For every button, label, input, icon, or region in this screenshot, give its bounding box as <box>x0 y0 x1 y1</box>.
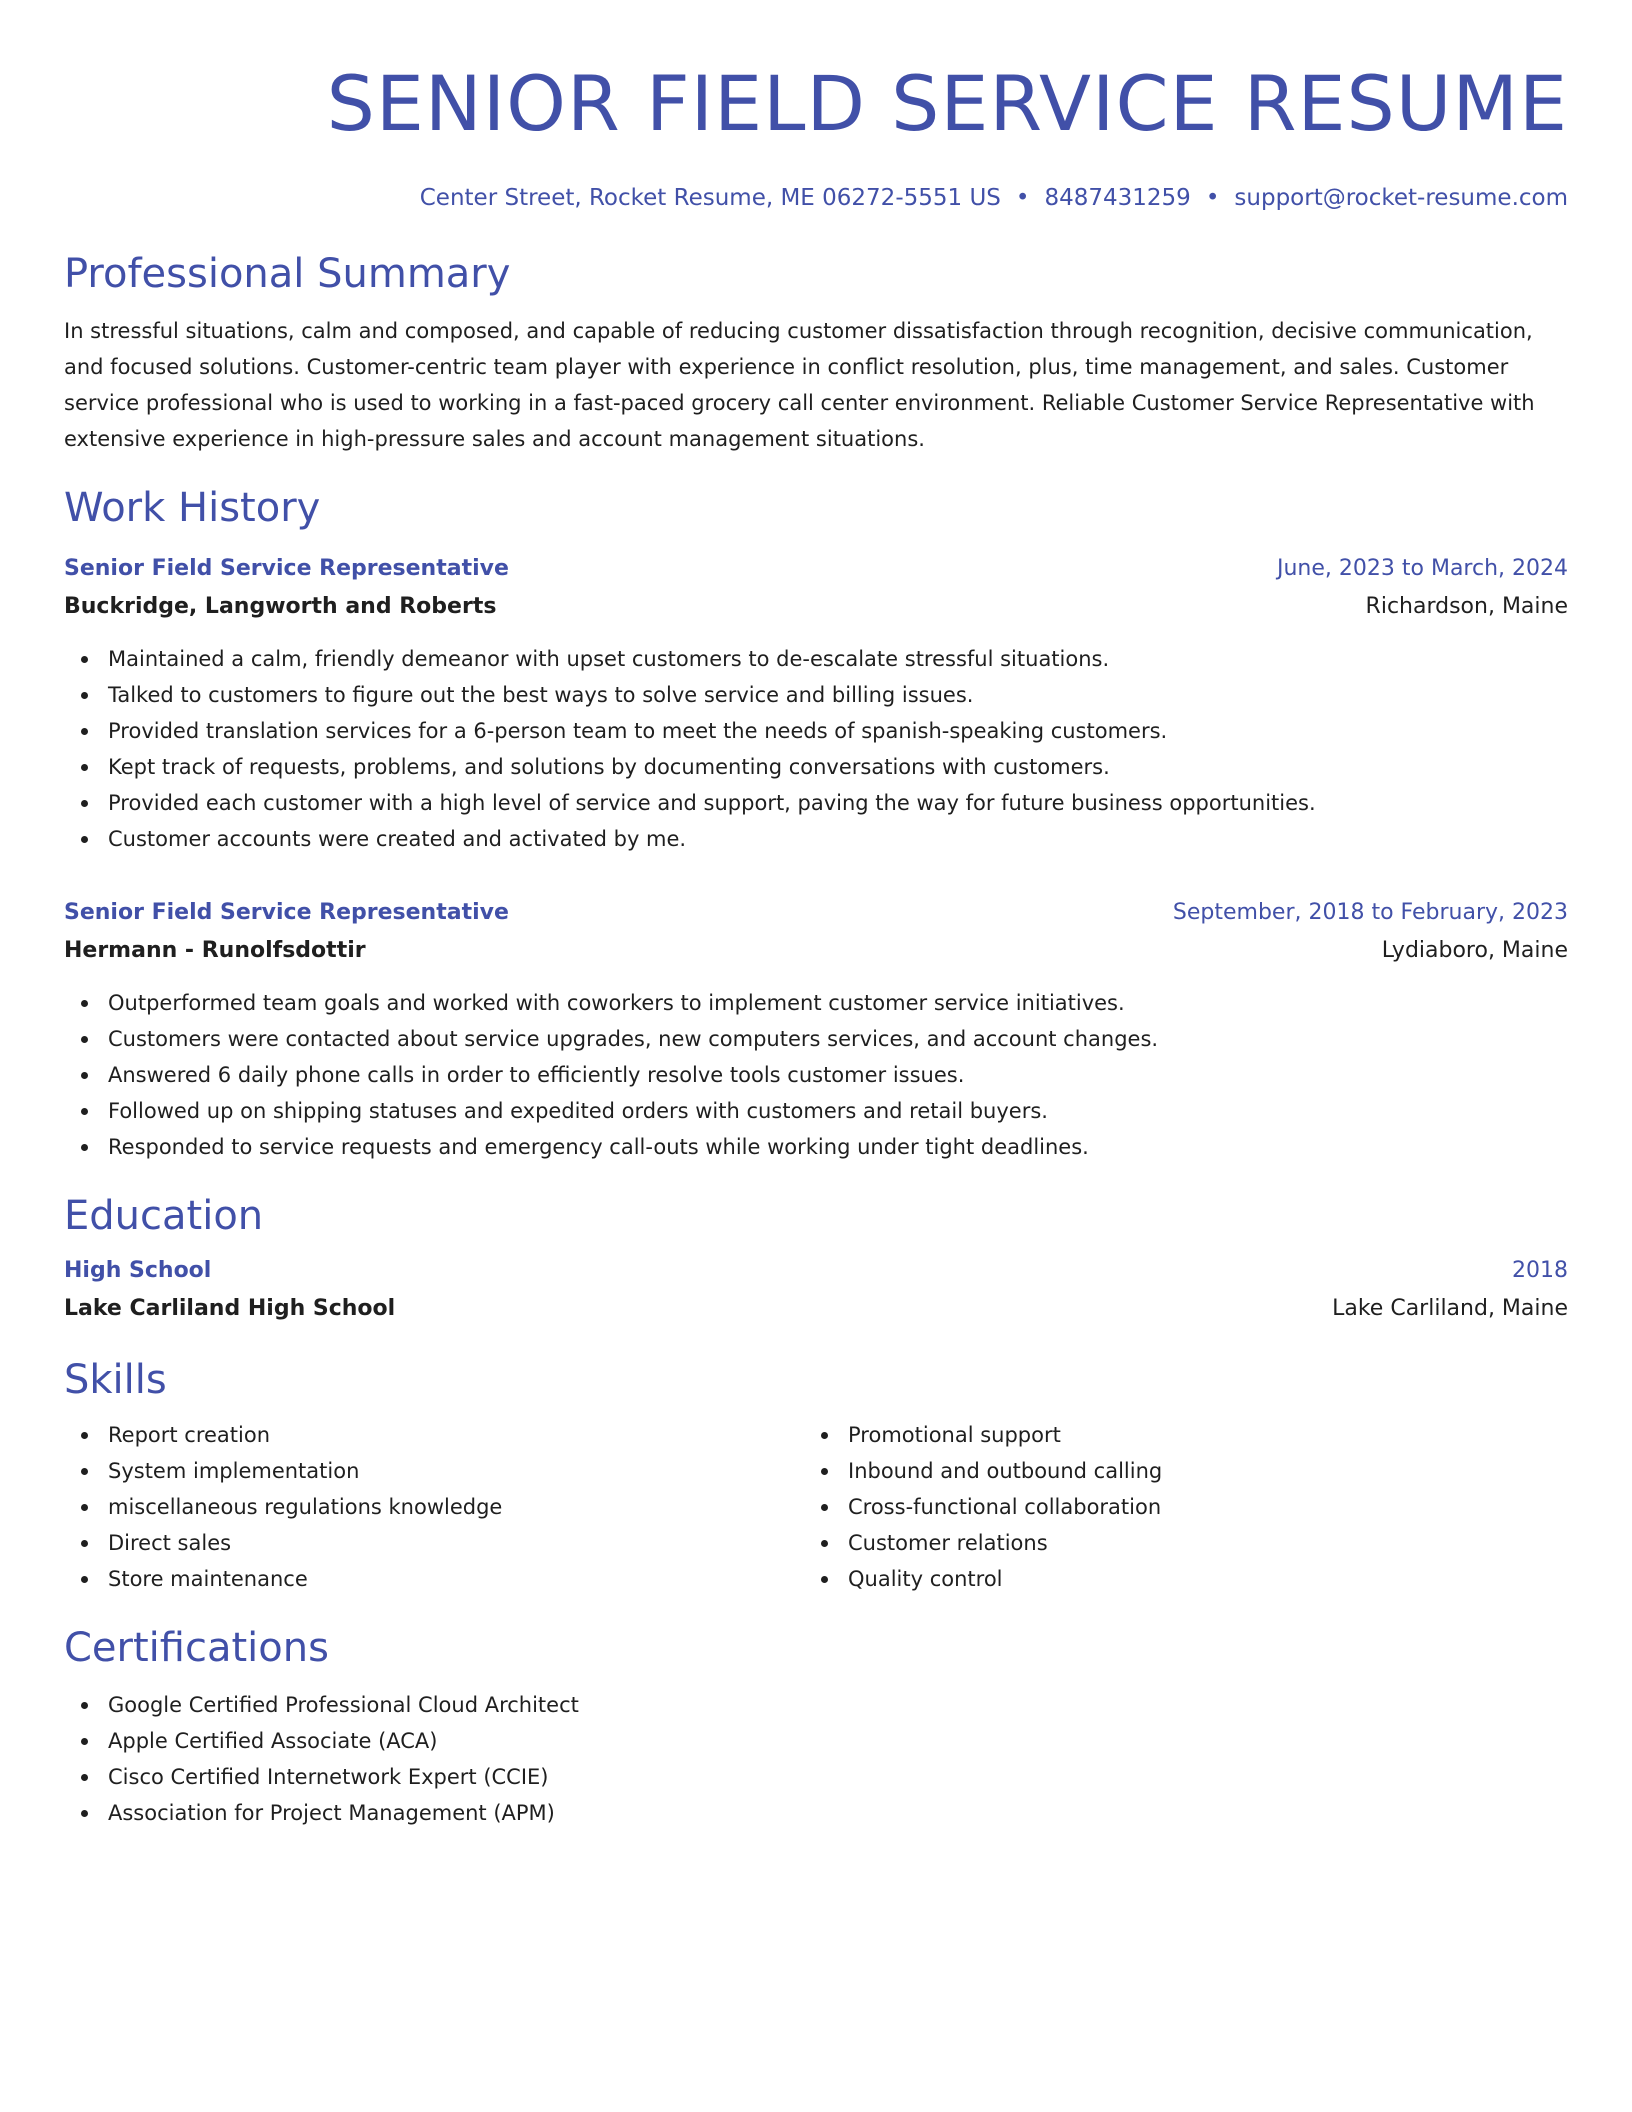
job-duties <box>64 641 1568 857</box>
list-item: Customer accounts were created and activated by me. <box>64 821 1568 857</box>
list-item: Google Certified Professional Cloud Architect <box>64 1687 1568 1723</box>
job-company: Hermann - Runolfsdottir <box>64 938 366 963</box>
contact-separator: • <box>1015 185 1030 211</box>
certifications-list <box>64 1687 1568 1831</box>
contact-email: support@rocket-resume.com <box>1234 185 1568 211</box>
list-item: Direct sales <box>64 1525 804 1561</box>
list-item: Customer relations <box>804 1525 1544 1561</box>
skills-grid <box>64 1417 1568 1597</box>
education-year: 2018 <box>1512 1258 1568 1283</box>
list-item: Cross-functional collaboration <box>804 1489 1544 1525</box>
list-item: Cisco Certified Internetwork Expert (CCIE) <box>64 1759 1568 1795</box>
list-item: Store maintenance <box>64 1561 804 1597</box>
summary-heading: Professional Summary <box>64 251 511 297</box>
list-item: Answered 6 daily phone calls in order to efficiently resolve tools customer issues. <box>64 1057 1568 1093</box>
job-location: Richardson, Maine <box>1365 594 1568 619</box>
job-duties <box>64 985 1568 1165</box>
list-item: Provided translation services for a 6-person team to meet the needs of spanish-speaking customers. <box>64 713 1568 749</box>
list-item: Promotional support <box>804 1417 1544 1453</box>
list-item: Association for Project Management (APM) <box>64 1795 1568 1831</box>
contact-phone: 8487431259 <box>1044 185 1191 211</box>
resume-page <box>0 58 1632 2112</box>
skills-column-left <box>64 1417 804 1597</box>
education-entry <box>64 1253 1568 1329</box>
list-item: System implementation <box>64 1453 804 1489</box>
list-item: Inbound and outbound calling <box>804 1453 1544 1489</box>
job-entry <box>64 551 1568 857</box>
list-item: Kept track of requests, problems, and solutions by documenting conversations with customers. <box>64 749 1568 785</box>
education-location: Lake Carliland, Maine <box>1332 1296 1568 1321</box>
contact-address: Center Street, Rocket Resume, ME 06272-5551 US <box>419 185 1001 211</box>
contact-line <box>64 183 1568 213</box>
list-item: Followed up on shipping statuses and expedited orders with customers and retail buyers. <box>64 1093 1568 1129</box>
job-title: Senior Field Service Representative <box>64 556 509 581</box>
job-location: Lydiaboro, Maine <box>1381 938 1568 963</box>
list-item: Quality control <box>804 1561 1544 1597</box>
skills-column-right <box>804 1417 1544 1597</box>
list-item: Outperformed team goals and worked with coworkers to implement customer service initiatives. <box>64 985 1568 1021</box>
list-item: Apple Certified Associate (ACA) <box>64 1723 1568 1759</box>
list-item: Provided each customer with a high level of service and support, paving the way for future business opportunities. <box>64 785 1568 821</box>
certifications-heading: Certifications <box>64 1625 329 1671</box>
contact-separator: • <box>1205 185 1220 211</box>
list-item: miscellaneous regulations knowledge <box>64 1489 804 1525</box>
summary-text: In stressful situations, calm and composed, and capable of reducing customer dissatisfaction through recognition, decisive communication, and focused solutions. Customer-centric team player with experience in conflict resolution, plus, time management, and sales. Customer service professional who is used to working in a fast-paced grocery call center environment. Reliable Customer Service Representative with extensive experience in high-pressure sales and account management situations. <box>64 319 1535 451</box>
job-title: Senior Field Service Representative <box>64 900 509 925</box>
job-company: Buckridge, Langworth and Roberts <box>64 594 497 619</box>
list-item: Talked to customers to figure out the best ways to solve service and billing issues. <box>64 677 1568 713</box>
education-degree: High School <box>64 1258 212 1283</box>
list-item: Responded to service requests and emergency call-outs while working under tight deadlines. <box>64 1129 1568 1165</box>
work-history-heading: Work History <box>64 485 321 531</box>
list-item: Customers were contacted about service upgrades, new computers services, and account changes. <box>64 1021 1568 1057</box>
job-dates: September, 2018 to February, 2023 <box>1172 900 1568 925</box>
skills-heading: Skills <box>64 1357 167 1403</box>
resume-title: SENIOR FIELD SERVICE RESUME <box>326 59 1568 148</box>
list-item: Report creation <box>64 1417 804 1453</box>
job-dates: June, 2023 to March, 2024 <box>1277 556 1568 581</box>
list-item: Maintained a calm, friendly demeanor with upset customers to de-escalate stressful situations. <box>64 641 1568 677</box>
education-school: Lake Carliland High School <box>64 1296 396 1321</box>
job-entry <box>64 895 1568 1165</box>
education-heading: Education <box>64 1193 264 1239</box>
